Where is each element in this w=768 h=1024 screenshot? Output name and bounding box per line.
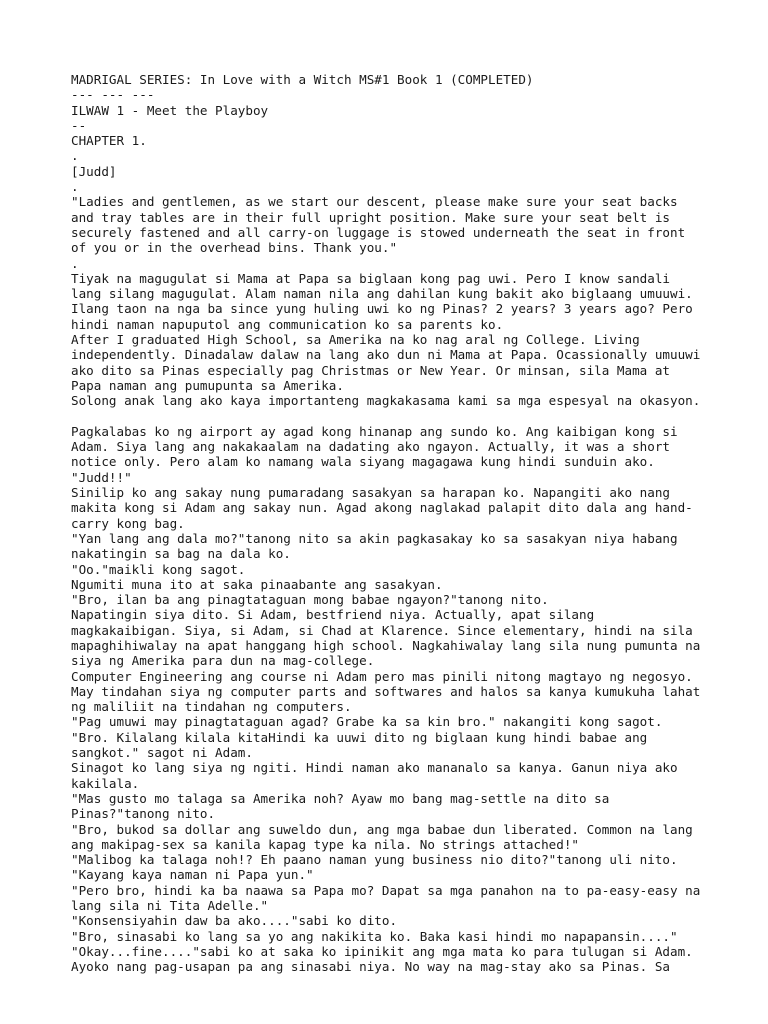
text-line: After I graduated High School, sa Amerika na ko nag aral ng College. Living <box>71 332 640 348</box>
text-line: siya ng Amerika para dun na mag-college. <box>71 653 375 669</box>
text-line: "Kayang kaya naman ni Papa yun." <box>71 867 314 883</box>
text-line: "Oo."maikli kong sagot. <box>71 561 246 577</box>
text-line: mapaghihiwalay na apat hanggang high school. Nagkahiwalay lang sila nung pumunta na <box>71 637 701 653</box>
text-line: nakatingin sa bag na dala ko. <box>71 546 291 562</box>
text-line: Pinas?"tanong nito. <box>71 806 216 822</box>
document-title: MADRIGAL SERIES: In Love with a Witch MS#1 Book 1 (COMPLETED) <box>71 72 534 87</box>
text-line: Tiyak na magugulat si Mama at Papa sa biglaan kong pag uwi. Pero I know sandali <box>71 270 670 286</box>
text-line: Solong anak lang ako kaya importanteng magkakasama kami sa mga espesyal na okasyon. <box>71 393 701 409</box>
text-line: "Malibog ka talaga noh!? Eh paano naman yung business nio dito?"tanong uli nito. <box>71 852 678 868</box>
text-line: ang makipag-sex sa kanila kapag type ka nila. No strings attached!" <box>71 836 579 852</box>
text-line: CHAPTER 1. <box>71 133 147 149</box>
text-line: sangkot." sagot ni Adam. <box>71 745 253 761</box>
text-line: --- --- --- <box>71 87 155 103</box>
text-line: Pagkalabas ko ng airport ay agad kong hinanap ang sundo ko. Ang kaibigan kong si <box>71 423 678 439</box>
text-line: . <box>71 255 79 271</box>
text-line: Ngumiti muna ito at saka pinaabante ang sasakyan. <box>71 576 443 592</box>
text-line: "Ladies and gentlemen, as we start our descent, please make sure your seat backs <box>71 194 678 210</box>
text-line: "Judd!!" <box>71 469 132 485</box>
text-line: of you or in the overhead bins. Thank you." <box>71 240 398 256</box>
text-line: Papa naman ang pumupunta sa Amerika. <box>71 377 344 393</box>
text-line: makita kong si Adam ang sakay nun. Agad akong naglakad palapit dito dala ang hand- <box>71 500 693 516</box>
text-line: lang silang magugulat. Alam naman nila ang dahilan kung bakit ako biglaang umuuwi. <box>71 286 693 302</box>
text-line: and tray tables are in their full upright position. Make sure your seat belt is <box>71 209 670 225</box>
text-line: . <box>71 148 79 164</box>
text-line: Ayoko nang pag-usapan pa ang sinasabi niya. No way na mag-stay ako sa Pinas. Sa <box>71 959 670 975</box>
text-line: . <box>71 179 79 195</box>
text-line: Sinilip ko ang sakay nung pumaradang sasakyan sa harapan ko. Napangiti ako nang <box>71 485 670 501</box>
text-line: [Judd] <box>71 163 117 179</box>
text-line: "Bro. Kilalang kilala kitaHindi ka uuwi dito ng biglaan kung hindi babae ang <box>71 729 648 745</box>
text-line: "Konsensiyahin daw ba ako...."sabi ko dito. <box>71 913 398 929</box>
text-line: Adam. Siya lang ang nakakaalam na dadating ako ngayon. Actually, it was a short <box>71 439 670 455</box>
text-line: "Pero bro, hindi ka ba naawa sa Papa mo? Dapat sa mga panahon na to pa-easy-easy na <box>71 882 701 898</box>
text-line: "Yan lang ang dala mo?"tanong nito sa akin pagkasakay ko sa sasakyan niya habang <box>71 530 678 546</box>
text-line: "Okay...fine...."sabi ko at saka ko ipinikit ang mga mata ko para tulugan si Adam. <box>71 943 693 959</box>
text-line: kakilala. <box>71 775 140 791</box>
text-line: Computer Engineering ang course ni Adam pero mas pinili nitong magtayo ng negosyo. <box>71 668 693 684</box>
text-line: hindi naman napuputol ang communication ko sa parents ko. <box>71 316 504 332</box>
text-line: ILWAW 1 - Meet the Playboy <box>71 102 269 118</box>
text-line: "Pag umuwi may pinagtataguan agad? Grabe ka sa kin bro." nakangiti kong sagot. <box>71 714 663 730</box>
text-line: May tindahan siya ng computer parts and softwares and halos sa kanya kumukuha lahat <box>71 683 701 699</box>
text-line: Sinagot ko lang siya ng ngiti. Hindi naman ako mananalo sa kanya. Ganun niya ako <box>71 760 678 776</box>
text-line: ng maliliit na tindahan ng computers. <box>71 699 352 715</box>
text-line: "Mas gusto mo talaga sa Amerika noh? Ayaw mo bang mag-settle na dito sa <box>71 790 610 806</box>
text-line: ako dito sa Pinas especially pag Christmas or New Year. Or minsan, sila Mama at <box>71 362 670 378</box>
text-line: magkakaibigan. Siya, si Adam, si Chad at Klarence. Since elementary, hindi na sila <box>71 622 693 638</box>
text-line: Ilang taon na nga ba since yung huling uwi ko ng Pinas? 2 years? 3 years ago? Pero <box>71 301 693 317</box>
text-line: notice only. Pero alam ko namang wala siyang magagawa kung hindi sunduin ako. <box>71 454 655 470</box>
text-line: carry kong bag. <box>71 515 185 531</box>
text-line: "Bro, sinasabi ko lang sa yo ang nakikita ko. Baka kasi hindi mo napapansin...." <box>71 928 678 944</box>
text-line: -- <box>71 117 87 133</box>
text-line: Napatingin siya dito. Si Adam, bestfriend niya. Actually, apat silang <box>71 607 595 623</box>
text-line: independently. Dinadalaw dalaw na lang ako dun ni Mama at Papa. Ocassionally umuuwi <box>71 347 701 363</box>
text-line: lang sila ni Tita Adelle." <box>71 898 269 914</box>
text-line: "Bro, bukod sa dollar ang suweldo dun, ang mga babae dun liberated. Common na lang <box>71 821 693 837</box>
text-line: "Bro, ilan ba ang pinagtataguan mong babae ngayon?"tanong nito. <box>71 592 549 608</box>
text-line <box>71 409 708 424</box>
text-line: securely fastened and all carry-on luggage is stowed underneath the seat in front <box>71 224 686 240</box>
